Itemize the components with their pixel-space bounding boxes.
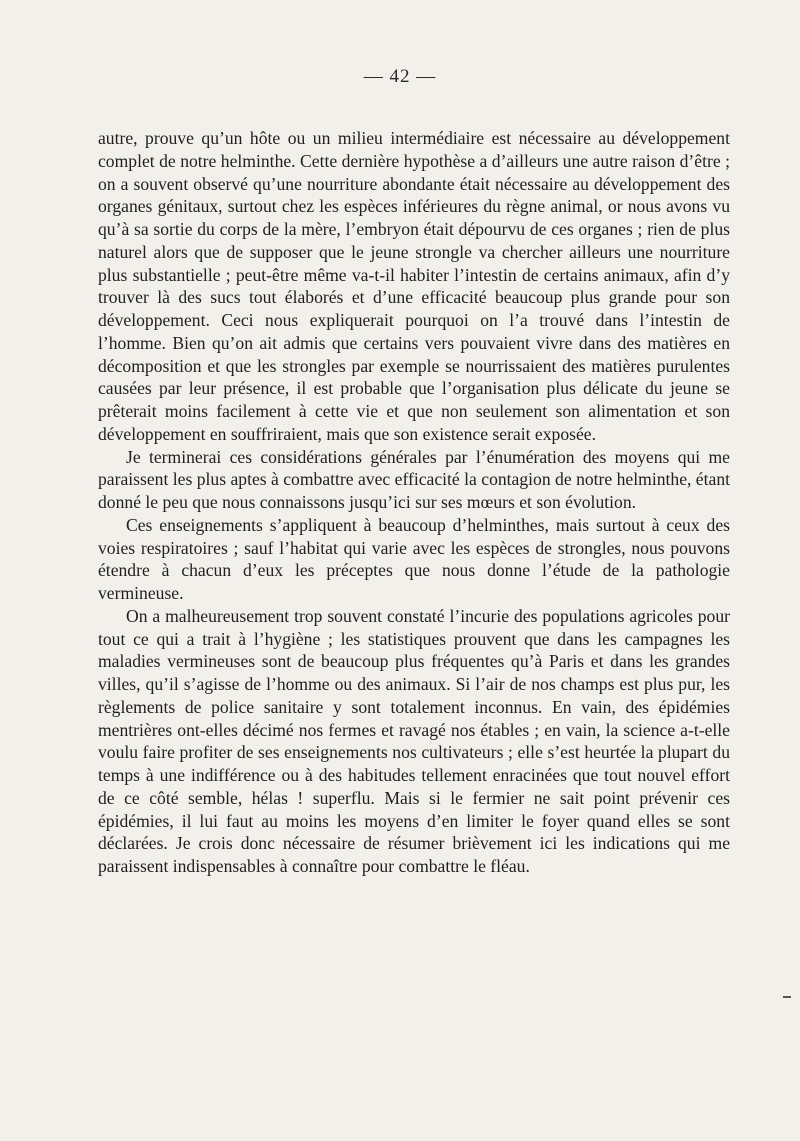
paragraph-4: On a malheureusement trop souvent constaté l’incurie des populations agricoles pour tout ce qui a trait à l’hygiène ; les statistiques prouvent que dans les campagnes les maladies vermineuses sont de beaucoup plus fréquentes qu’à Paris et dans les grandes villes, qu’il s’agisse de l’homme ou des animaux. Si l’air de nos champs est plus pur, les règlements de police sanitaire y sont totalement inconnus. En vain, des épidémies mentrières ont-elles décimé nos fermes et ravagé nos étables ; en vain, la science a-t-elle voulu faire profiter de ses enseignements nos cultivateurs ; elle s’est heurtée la plupart du temps à une indifférence ou à des habitudes tellement enracinées que tout nouvel effort de ce côté semble, hélas ! superflu. Mais si le fermier ne sait point prévenir ces épidémies, il lui faut au moins les moyens d’en limiter le foyer quand elles se sont déclarées. Je crois donc nécessaire de résumer brièvement ici les indications qui me paraissent indispensables à connaître pour combattre le fléau.	[98, 605, 730, 876]
page-number: — 42 —	[363, 66, 437, 87]
body-text	[98, 127, 730, 878]
paragraph-3: Ces enseignements s’appliquent à beaucoup d’helminthes, mais surtout à ceux des voies respiratoires ; sauf l’habitat qui varie avec les espèces de strongles, nous pouvons étendre à chacun d’eux les préceptes que nous donne l’étude de la pathologie vermineuse.	[98, 514, 730, 603]
margin-mark	[783, 996, 791, 998]
paragraph-2: Je terminerai ces considérations générales par l’énumération des moyens qui me paraissent les plus aptes à combattre avec efficacité la contagion de notre helminthe, étant donné le peu que nous connaissons jusqu’ici sur ses mœurs et son évolution.	[98, 446, 730, 512]
paragraph-1: autre, prouve qu’un hôte ou un milieu intermédiaire est nécessaire au développement complet de notre helminthe. Cette dernière hypothèse a d’ailleurs une autre raison d’être ; on a souvent observé qu’une nourriture abondante était nécessaire au développement des organes génitaux, surtout chez les espèces inférieures du règne animal, or nous avons vu qu’à sa sortie du corps de la mère, l’embryon était dépourvu de ces organes ; rien de plus naturel alors que de supposer que le jeune strongle va chercher ailleurs une nourriture plus substantielle ; peut-être même va-t-il habiter l’intestin de certains animaux, afin d’y trouver là des sucs tout élaborés et d’une efficacité beaucoup plus grande pour son développement. Ceci nous expliquerait pourquoi on l’a trouvé dans l’intestin de l’homme. Bien qu’on ait admis que certains vers pouvaient vivre dans des matières en décomposition et que les strongles par exemple se nourrissaient des matières purulentes causées par leur présence, il est probable que l’organisation plus délicate du jeune se prêterait moins facilement à cette vie et que non seulement son alimentation et son développement en souffriraient, mais que son existence serait exposée.	[98, 128, 730, 444]
